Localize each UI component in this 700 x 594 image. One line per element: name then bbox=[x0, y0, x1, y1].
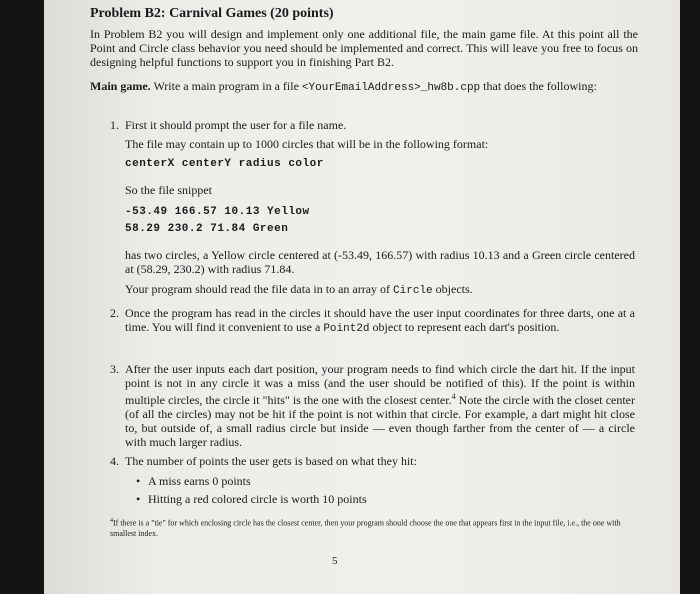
bullet-dot-icon: • bbox=[136, 492, 141, 506]
item-number: 1. bbox=[110, 118, 119, 132]
bullet-text: A miss earns 0 points bbox=[148, 474, 251, 488]
intro-paragraph: In Problem B2 you will design and implement only one additional file, the main game file. At this point all the Point and Circle class behavior you need should be implemented and correct. This will leave you free to focus on designing helpful functions to support you in finishing Part B2. bbox=[90, 27, 638, 69]
main-game-label: Main game. bbox=[90, 79, 151, 93]
item-3-note: Note the circle with the closet center (of all the circles) may not be hit if the point is not within that circle. For example, a dart might hit close to, but outside of, a small radius circle but inside — even though farther from the center of — a circle with much larger radius. bbox=[125, 393, 636, 449]
page-number: 5 bbox=[332, 555, 338, 567]
item-1-description: has two circles, a Yellow circle centered at (-53.49, 166.57) with radius 10.13 and a Green circle centered at (58.29, 230.2) with radius 71.84. bbox=[125, 248, 635, 276]
main-game-filename: <YourEmailAddress>_hw8b.cpp bbox=[301, 82, 481, 94]
document-page bbox=[44, 0, 680, 594]
read-code: Circle bbox=[393, 285, 433, 297]
bullet-text: Hitting a red colored circle is worth 10 points bbox=[148, 492, 367, 506]
bullet-item bbox=[136, 492, 367, 507]
item-1-read-line bbox=[125, 282, 635, 298]
footnote-ref: 4 bbox=[451, 392, 456, 401]
item-3-main: After the user inputs each dart position, your program needs to find which circle the dart hit. If the input point is not in any circle it was a miss (and the user should be notified of this). If the point is within multiple circles, the circle it "hits" is the one with the closest center. bbox=[125, 362, 635, 407]
item-2-after: object to represent each dart's position. bbox=[372, 320, 560, 334]
item-number: 4. bbox=[110, 454, 119, 468]
problem-title: Problem B2: Carnival Games (20 points) bbox=[90, 6, 334, 21]
bullet-dot-icon: • bbox=[136, 474, 141, 488]
footnote-mark: 4 bbox=[110, 518, 113, 524]
item-number: 2. bbox=[110, 306, 119, 320]
read-after: objects. bbox=[435, 282, 473, 296]
footnote bbox=[110, 516, 630, 539]
item-2-before: Once the program has read in the circles it should have the user input coordinates for three darts, one at a time. You will find it convenient to use a bbox=[125, 306, 635, 334]
item-2-code: Point2d bbox=[323, 323, 370, 335]
item-3-text bbox=[125, 362, 635, 449]
footnote-text: If there is a "tie" for which enclosing circle has the closest center, then your program should choose the one that appears first in the input file, i.e., the one with smallest index. bbox=[110, 518, 621, 538]
main-game-text-before: Write a main program in a file bbox=[153, 79, 299, 93]
bullet-item bbox=[136, 474, 251, 489]
item-4-text: The number of points the user gets is based on what they hit: bbox=[125, 454, 417, 468]
read-before: Your program should read the file data in to an array of bbox=[125, 282, 391, 296]
item-2-text bbox=[125, 306, 635, 336]
main-game-text-after: that does the following: bbox=[483, 79, 597, 93]
snippet-line-2: 58.29 230.2 71.84 Green bbox=[125, 223, 289, 235]
item-1-line2: The file may contain up to 1000 circles that will be in the following format: bbox=[125, 137, 489, 151]
item-1-line1: First it should prompt the user for a file name. bbox=[125, 118, 347, 132]
snippet-line-1: -53.49 166.57 10.13 Yellow bbox=[125, 206, 310, 218]
format-line: centerX centerY radius color bbox=[125, 158, 324, 170]
item-number: 3. bbox=[110, 362, 119, 376]
main-game-paragraph bbox=[90, 79, 638, 95]
snippet-label: So the file snippet bbox=[125, 183, 212, 197]
